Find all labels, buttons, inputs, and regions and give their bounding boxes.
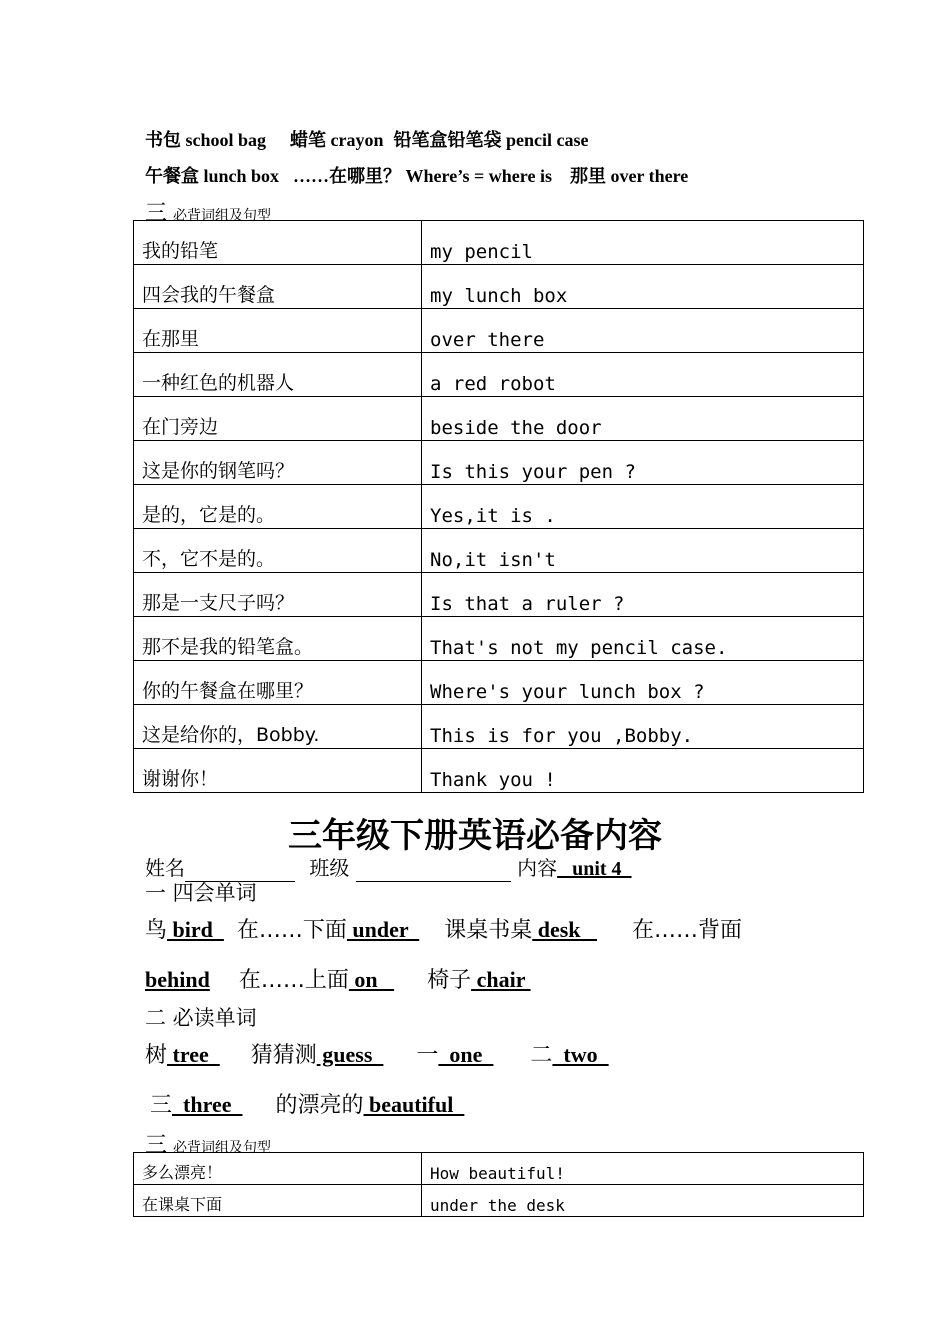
cell-chinese: 在课桌下面	[134, 1185, 422, 1217]
word-en: bird	[167, 917, 224, 942]
vocab-item: 书包 school bag	[145, 130, 267, 150]
cell-chinese: 谢谢你！	[134, 749, 422, 793]
table-row	[134, 749, 864, 793]
cell-english: beside the door	[422, 397, 864, 441]
cell-english: That's not my pencil case.	[422, 617, 864, 661]
table-row	[134, 221, 864, 265]
four-skills-row-2	[145, 963, 531, 994]
cell-chinese: 一种红色的机器人	[134, 353, 422, 397]
table-row	[134, 1153, 864, 1185]
vocab-item: 午餐盒 lunch box	[145, 166, 280, 186]
section-label: 必背词组及句型	[173, 208, 272, 224]
cell-chinese: 那不是我的铅笔盒。	[134, 617, 422, 661]
must-read-row-2	[150, 1088, 464, 1119]
table-row	[134, 441, 864, 485]
table-row	[134, 661, 864, 705]
table-row	[134, 1185, 864, 1217]
cell-english: Is that a ruler ?	[422, 573, 864, 617]
class-label: 班级	[309, 856, 350, 880]
word-en: beautiful	[363, 1092, 465, 1117]
content-label: 内容	[517, 856, 558, 880]
page-title: 三年级下册英语必备内容	[288, 816, 662, 856]
section-heading-four-skills: 一 四会单词	[145, 881, 257, 905]
word-en: desk	[532, 917, 598, 942]
section-number: 三	[145, 1133, 168, 1158]
cell-english: Is this your pen ?	[422, 441, 864, 485]
vocab-line-2	[145, 162, 688, 188]
cell-english: This is for you ,Bobby.	[422, 705, 864, 749]
cell-english: my lunch box	[422, 265, 864, 309]
cell-english: Thank you !	[422, 749, 864, 793]
cell-chinese: 那是一支尺子吗？	[134, 573, 422, 617]
word-zh: 一	[416, 1043, 439, 1068]
word-en: one	[438, 1042, 494, 1067]
word-en: chair	[471, 967, 531, 992]
cell-chinese: 在门旁边	[134, 397, 422, 441]
cell-english: over there	[422, 309, 864, 353]
word-zh: 椅子	[427, 968, 472, 993]
word-zh: 在……背面	[632, 918, 743, 943]
cell-chinese: 这是给你的，Bobby.	[134, 705, 422, 749]
word-zh: 树	[145, 1043, 168, 1068]
table-row	[134, 485, 864, 529]
section-heading-must-read: 二 必读单词	[145, 1006, 257, 1030]
word-en: two	[552, 1042, 609, 1067]
cell-english: Yes,it is .	[422, 485, 864, 529]
cell-english: under the desk	[422, 1185, 864, 1217]
vocab-item: ……在哪里？ Where’s = where is	[293, 166, 552, 186]
cell-chinese: 你的午餐盒在哪里？	[134, 661, 422, 705]
table-row	[134, 309, 864, 353]
content-value: unit 4	[557, 858, 632, 880]
table-row	[134, 353, 864, 397]
table-row	[134, 529, 864, 573]
section-label: 必背词组及句型	[173, 1140, 272, 1156]
word-zh: 在……下面	[236, 918, 347, 943]
word-zh: 课桌书桌	[444, 918, 533, 943]
vocab-item: 铅笔盒铅笔袋 pencil case	[393, 130, 589, 150]
word-zh: 在……上面	[238, 968, 349, 993]
phrase-table-1	[133, 220, 864, 793]
cell-chinese: 四会我的午餐盒	[134, 265, 422, 309]
table-row	[134, 617, 864, 661]
vocab-item: 那里 over there	[569, 166, 689, 186]
word-zh: 鸟	[145, 918, 168, 943]
cell-chinese: 不，它不是的。	[134, 529, 422, 573]
name-label: 姓名	[145, 856, 185, 880]
vocab-line-1	[145, 126, 589, 152]
cell-chinese: 是的，它是的。	[134, 485, 422, 529]
cell-english: How beautiful!	[422, 1153, 864, 1185]
cell-chinese: 多么漂亮！	[134, 1153, 422, 1185]
table-row	[134, 573, 864, 617]
word-en: under	[346, 917, 420, 942]
table-row	[134, 705, 864, 749]
class-field[interactable]	[356, 858, 511, 882]
phrase-table-2	[133, 1152, 864, 1217]
cell-chinese: 这是你的钢笔吗？	[134, 441, 422, 485]
cell-chinese: 在那里	[134, 309, 422, 353]
word-en: on	[348, 967, 395, 992]
word-en: tree	[167, 1042, 220, 1067]
cell-english: my pencil	[422, 221, 864, 265]
must-read-row-1	[145, 1038, 609, 1069]
table-row	[134, 397, 864, 441]
word-zh: 的漂亮的	[275, 1093, 364, 1118]
four-skills-row-1	[145, 913, 742, 944]
cell-english: a red robot	[422, 353, 864, 397]
word-zh: 猜猜测	[250, 1043, 317, 1068]
cell-english: Where's your lunch box ?	[422, 661, 864, 705]
word-zh: 二	[530, 1043, 553, 1068]
vocab-item: 蜡笔 crayon	[290, 130, 384, 150]
word-en: guess	[316, 1042, 384, 1067]
cell-english: No,it isn't	[422, 529, 864, 573]
word-en: behind	[145, 967, 210, 992]
section-number: 三	[145, 201, 168, 226]
cell-chinese: 我的铅笔	[134, 221, 422, 265]
word-zh: 三	[150, 1093, 173, 1118]
table-row	[134, 265, 864, 309]
word-en: three	[172, 1092, 243, 1117]
